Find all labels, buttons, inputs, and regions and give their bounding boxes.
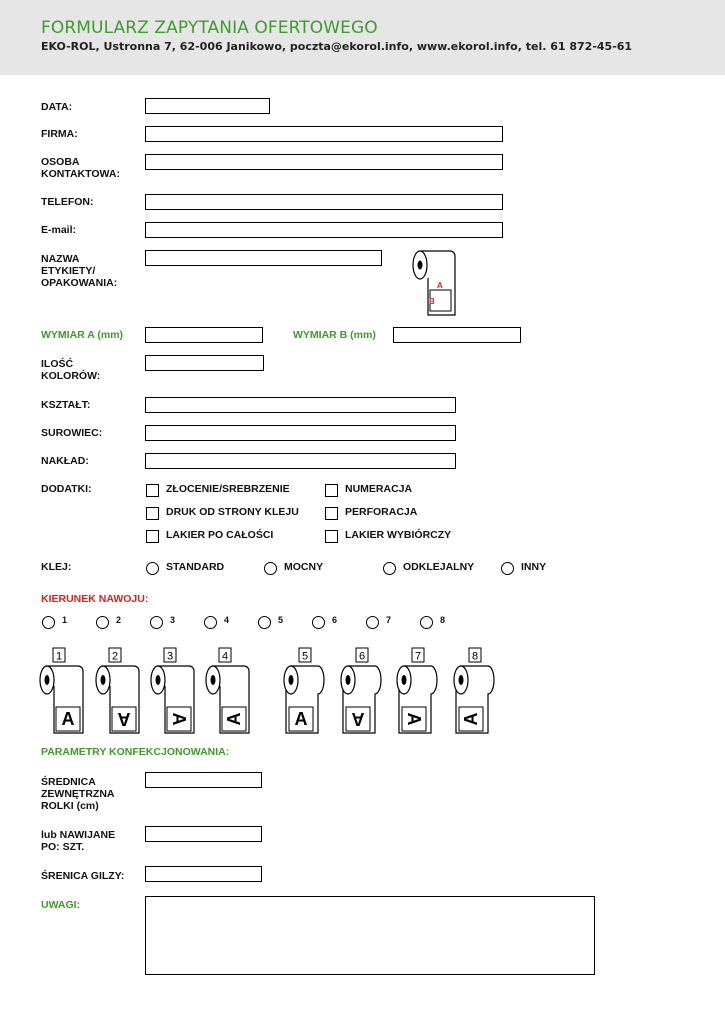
- option-mocny: MOCNY: [284, 561, 324, 573]
- label-ksztalt: KSZTAŁT:: [41, 399, 91, 411]
- label-firma: FIRMA:: [41, 128, 78, 140]
- label-nawijane: lub NAWIJANE PO: SZT.: [41, 829, 116, 853]
- diagram-label-a: A: [437, 281, 443, 290]
- option-standard: STANDARD: [166, 561, 225, 573]
- roll-number: 6: [358, 650, 366, 663]
- checkbox-lakier-po-calosci[interactable]: [146, 530, 159, 543]
- label-srednica: ŚREDNICA ZEWNĘTRZNA ROLKI (cm): [41, 776, 115, 812]
- roll-letter: A: [61, 709, 75, 729]
- roll-letter: A: [117, 709, 131, 729]
- roll-number: 5: [301, 650, 309, 663]
- surowiec-input[interactable]: [145, 425, 456, 441]
- radio-kierunek-4[interactable]: [204, 616, 217, 629]
- label-data: DATA:: [41, 101, 73, 113]
- checkbox-perforacja[interactable]: [325, 507, 338, 520]
- option-lakier-po-calosci: LAKIER PO CAŁOŚCI: [166, 529, 274, 541]
- gilza-input[interactable]: [145, 866, 262, 882]
- winding-roll-5: [282, 646, 332, 736]
- roll-number: 2: [111, 650, 119, 663]
- label-wymiar-a: WYMIAR A (mm): [41, 329, 124, 341]
- kierunek-number: 5: [278, 615, 284, 625]
- form-title: FORMULARZ ZAPYTANIA OFERTOWEGO: [41, 18, 378, 38]
- roll-letter: A: [294, 709, 308, 729]
- kierunek-number: 7: [386, 615, 392, 625]
- label-ilosc: ILOŚĆ KOLORÓW:: [41, 358, 101, 382]
- winding-roll-7: [395, 646, 445, 736]
- option-zlocenie: ZŁOCENIE/SREBRZENIE: [166, 483, 290, 495]
- uwagi-textarea[interactable]: [145, 896, 595, 975]
- ksztalt-input[interactable]: [145, 397, 456, 413]
- email-input[interactable]: [145, 222, 503, 238]
- label-naklad: NAKŁAD:: [41, 455, 89, 467]
- label-telefon: TELEFON:: [41, 196, 94, 208]
- company-info: EKO-ROL, Ustronna 7, 62-006 Janikowo, poczta@ekorol.info, www.ekorol.info, tel. 61 872-45-61: [41, 40, 633, 53]
- data-input[interactable]: [145, 98, 270, 114]
- osoba-input[interactable]: [145, 154, 503, 170]
- ilosc-input[interactable]: [145, 355, 264, 371]
- roll-letter: A: [169, 712, 189, 726]
- radio-kierunek-3[interactable]: [150, 616, 163, 629]
- option-perforacja: PERFORACJA: [345, 506, 418, 518]
- roll-letter: A: [404, 712, 424, 726]
- option-lakier-wybiorczy: LAKIER WYBIÓRCZY: [345, 529, 452, 541]
- radio-standard[interactable]: [146, 562, 159, 575]
- naklad-input[interactable]: [145, 453, 456, 469]
- radio-kierunek-2[interactable]: [96, 616, 109, 629]
- checkbox-numeracja[interactable]: [325, 484, 338, 497]
- roll-number: 4: [221, 650, 229, 663]
- option-odklejalny: ODKLEJALNY: [403, 561, 475, 573]
- header: [0, 0, 725, 75]
- kierunek-title: KIERUNEK NAWOJU:: [41, 593, 149, 605]
- option-inny: INNY: [521, 561, 547, 573]
- checkbox-lakier-wybiorczy[interactable]: [325, 530, 338, 543]
- checkbox-druk-od-strony-kleju[interactable]: [146, 507, 159, 520]
- radio-kierunek-6[interactable]: [312, 616, 325, 629]
- wymiar-b-input[interactable]: [393, 327, 521, 343]
- winding-roll-6: [339, 646, 389, 736]
- winding-roll-4: [204, 646, 254, 736]
- label-surowiec: SUROWIEC:: [41, 427, 103, 439]
- label-klej: KLEJ:: [41, 561, 72, 573]
- radio-kierunek-5[interactable]: [258, 616, 271, 629]
- option-numeracja: NUMERACJA: [345, 483, 413, 495]
- kierunek-number: 8: [440, 615, 446, 625]
- radio-inny[interactable]: [501, 562, 514, 575]
- nawijane-input[interactable]: [145, 826, 262, 842]
- winding-roll-8: [452, 646, 502, 736]
- radio-kierunek-1[interactable]: [42, 616, 55, 629]
- radio-kierunek-7[interactable]: [366, 616, 379, 629]
- srednica-input[interactable]: [145, 772, 262, 788]
- label-email: E-mail:: [41, 224, 77, 236]
- kierunek-number: 3: [170, 615, 176, 625]
- label-wymiar-b: WYMIAR B (mm): [293, 329, 376, 341]
- winding-roll-2: [94, 646, 144, 736]
- kierunek-number: 6: [332, 615, 338, 625]
- label-uwagi: UWAGI:: [41, 899, 81, 911]
- firma-input[interactable]: [145, 126, 503, 142]
- radio-mocny[interactable]: [264, 562, 277, 575]
- kierunek-number: 2: [116, 615, 122, 625]
- kierunek-number: 4: [224, 615, 230, 625]
- diagram-label-b: B: [429, 297, 435, 306]
- roll-number: 8: [471, 650, 479, 663]
- label-roll-diagram: [410, 248, 458, 320]
- winding-roll-1: [38, 646, 88, 736]
- roll-letter: A: [461, 712, 481, 726]
- kierunek-number: 1: [62, 615, 68, 625]
- roll-number: 3: [166, 650, 174, 663]
- telefon-input[interactable]: [145, 194, 503, 210]
- roll-letter: A: [224, 712, 244, 726]
- roll-number: 1: [55, 650, 63, 663]
- radio-odklejalny[interactable]: [383, 562, 396, 575]
- roll-letter: A: [351, 709, 365, 729]
- radio-kierunek-8[interactable]: [420, 616, 433, 629]
- nazwa-input[interactable]: [145, 250, 382, 266]
- parametry-title: PARAMETRY KONFEKCJONOWANIA:: [41, 746, 230, 758]
- checkbox-zlocenie[interactable]: [146, 484, 159, 497]
- label-gilza: ŚRENICA GILZY:: [41, 870, 125, 882]
- roll-number: 7: [414, 650, 422, 663]
- winding-roll-3: [149, 646, 199, 736]
- option-druk-od-strony-kleju: DRUK OD STRONY KLEJU: [166, 506, 299, 518]
- label-osoba: OSOBA KONTAKTOWA:: [41, 156, 120, 180]
- label-dodatki: DODATKI:: [41, 483, 92, 495]
- wymiar-a-input[interactable]: [145, 327, 263, 343]
- label-nazwa: NAZWA ETYKIETY/ OPAKOWANIA:: [41, 253, 118, 289]
